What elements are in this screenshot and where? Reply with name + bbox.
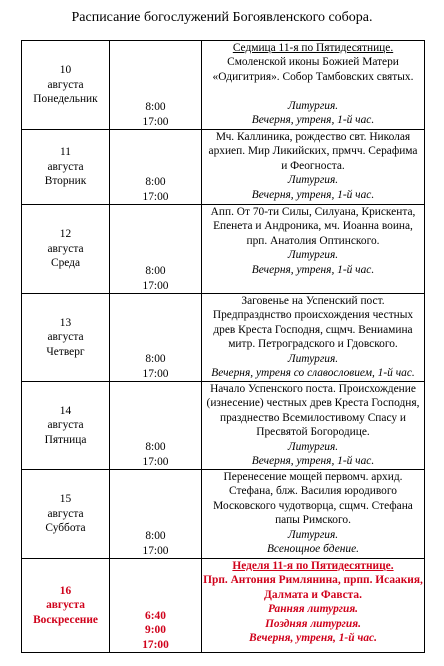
day-number: 10 (59, 64, 72, 77)
schedule-row (22, 382, 425, 470)
service-name: Вечерня, утреня со славословием, 1-й час. (211, 367, 415, 380)
feast-text: Прп. Антония Римлянина, прпп. Исаакия, (203, 574, 423, 587)
month-label: августа (47, 160, 84, 173)
month-label: августа (46, 599, 85, 612)
service-description (202, 382, 425, 470)
month-label: августа (47, 507, 84, 520)
day-cell (22, 559, 110, 653)
page-title: Расписание богослужений Богоявленского собора. (71, 10, 373, 25)
service-time: 6:40 (145, 609, 166, 622)
day-cell (22, 205, 110, 294)
service-time: 17:00 (142, 544, 169, 557)
day-cell (22, 41, 110, 130)
service-time: 9:00 (145, 624, 166, 637)
month-label: августа (47, 78, 84, 91)
weekday-label: Воскресение (33, 613, 98, 626)
feast-text: папы Римского. (275, 514, 351, 527)
feast-text: Смоленской иконы Божией Матери (227, 56, 399, 69)
feast-text: Апп. От 70-ти Силы, Силуана, Крискента, (210, 206, 416, 218)
service-name: Вечерня, утреня, 1-й час. (251, 263, 375, 276)
feast-text: празднество Всемилостивому Спасу и (219, 411, 406, 424)
schedule-row (22, 470, 425, 559)
day-cell (22, 382, 110, 470)
time-cell (110, 470, 202, 559)
feast-heading: Неделя 11-я по Пятидесятнице. (232, 560, 394, 572)
feast-heading: Седмица 11-я по Пятидесятнице. (232, 42, 394, 54)
service-time: 17:00 (142, 190, 169, 203)
day-number: 16 (59, 584, 72, 597)
feast-text: древ Креста Господня, сщмч. Вениамина (213, 323, 413, 336)
service-description (202, 559, 425, 653)
feast-text: Заговенье на Успенский пост. (241, 295, 385, 307)
time-cell (110, 294, 202, 382)
time-cell (110, 41, 202, 130)
weekday-label: Среда (50, 257, 81, 270)
service-name: Литургия. (287, 174, 339, 187)
service-name: Поздняя литургия. (265, 617, 361, 630)
service-name: Литургия. (287, 352, 339, 365)
schedule-row (22, 130, 425, 205)
day-number: 13 (59, 316, 72, 329)
service-time: 8:00 (145, 353, 166, 366)
day-number: 14 (59, 404, 72, 417)
schedule-row (22, 41, 425, 130)
day-number: 15 (59, 493, 72, 506)
service-name: Всенощное бдение. (266, 543, 360, 556)
time-cell (110, 130, 202, 205)
service-time: 8:00 (145, 176, 166, 189)
schedule-row (22, 559, 425, 653)
service-time: 17:00 (142, 455, 169, 468)
feast-text: (изнесение) честных древ Креста Господня, (206, 397, 420, 410)
service-time: 17:00 (142, 367, 169, 380)
service-name: Ранняя литургия. (267, 603, 359, 616)
service-name: Вечерня, утреня, 1-й час. (249, 632, 377, 645)
weekday-label: Вторник (44, 175, 87, 188)
service-description (202, 205, 425, 294)
service-name: Литургия. (287, 440, 339, 453)
schedule-table (21, 40, 425, 653)
month-label: августа (47, 331, 84, 344)
feast-text: и Феогноста. (281, 159, 345, 172)
service-name: Вечерня, утреня, 1-й час. (251, 455, 375, 468)
feast-text: «Одигитрия». Собор Тамбовских святых. (212, 70, 414, 83)
time-cell (110, 382, 202, 470)
weekday-label: Понедельник (33, 93, 98, 106)
service-description (202, 294, 425, 382)
weekday-label: Четверг (46, 345, 85, 358)
service-description (202, 41, 425, 130)
feast-text: архиеп. Мир Ликийских, прмчч. Серафима (208, 145, 418, 158)
day-cell (22, 294, 110, 382)
service-name: Вечерня, утреня, 1-й час. (251, 188, 375, 201)
service-name: Литургия. (287, 249, 339, 262)
feast-text: Стефана, блж. Василия юродивого (229, 485, 397, 498)
feast-text: Московского чудотворца, сщмч. Стефана (213, 499, 413, 512)
schedule-row (22, 205, 425, 294)
feast-text: прп. Анатолия Оптинского. (246, 234, 380, 247)
weekday-label: Суббота (45, 522, 86, 535)
feast-text: Епенета и Андроника, мч. Иоанна воина, (213, 220, 413, 233)
service-time: 8:00 (145, 101, 166, 114)
feast-text: Начало Успенского поста. Происхождение (210, 383, 416, 395)
feast-text: митр. Петроградского и Гдовского. (228, 338, 398, 351)
feast-text: Пресвятой Богородице. (256, 426, 370, 439)
day-cell (22, 130, 110, 205)
month-label: августа (47, 419, 84, 432)
day-cell (22, 470, 110, 559)
service-time: 17:00 (142, 279, 169, 292)
service-time: 17:00 (142, 638, 169, 651)
feast-text: Предпразднство происхождения честных (212, 309, 414, 322)
service-description (202, 130, 425, 205)
schedule-row (22, 294, 425, 382)
service-name: Вечерня, утреня, 1-й час. (251, 114, 375, 127)
service-time: 8:00 (145, 530, 166, 543)
service-description (202, 470, 425, 559)
weekday-label: Пятница (44, 433, 87, 446)
feast-text: Перенесение мощей первомч. архид. (223, 471, 403, 483)
service-name: Литургия. (287, 99, 339, 112)
feast-text: Далмата и Фавста. (264, 588, 362, 601)
service-time: 17:00 (142, 115, 169, 128)
service-time: 8:00 (145, 441, 166, 454)
day-number: 12 (59, 228, 72, 241)
day-number: 11 (60, 146, 71, 159)
service-name: Литургия. (287, 528, 339, 541)
service-time: 8:00 (145, 265, 166, 278)
time-cell (110, 205, 202, 294)
time-cell (110, 559, 202, 653)
feast-text: Мч. Каллиника, рождество свт. Николая (215, 131, 411, 143)
month-label: августа (47, 242, 84, 255)
feast-text (202, 84, 424, 98)
